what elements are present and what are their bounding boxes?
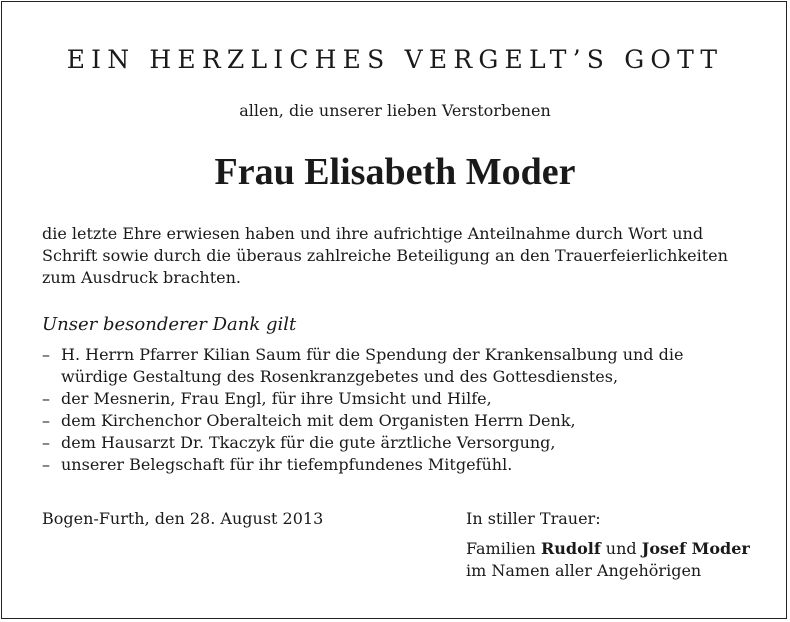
list-item xyxy=(42,344,748,388)
notice-headline: EIN HERZLICHES VERGELT’S GOTT xyxy=(66,45,724,74)
thanks-list xyxy=(42,344,748,476)
place-date: Bogen-Furth, den 28. August 2013 xyxy=(42,509,324,528)
signature-block xyxy=(466,508,750,582)
list-item xyxy=(42,388,748,410)
list-item xyxy=(42,410,748,432)
intro-line: zum Ausdruck brachten. xyxy=(42,268,241,287)
notice-subline: allen, die unserer lieben Verstorbenen xyxy=(239,101,551,120)
intro-paragraph xyxy=(42,223,748,289)
list-item-text: – der Mesnerin, Frau Engl, für ihre Umsicht und Hilfe, xyxy=(61,389,492,408)
deceased-name: Frau Elisabeth Moder xyxy=(214,151,576,193)
families-line xyxy=(466,538,750,560)
list-item-text: – unserer Belegschaft für ihr tiefempfundenes Mitgefühl. xyxy=(61,455,513,474)
list-item-text: würdige Gestaltung des Rosenkranzgebetes und des Gottesdienstes, xyxy=(61,367,619,386)
list-item-text: – dem Hausarzt Dr. Tkaczyk für die gute ärztliche Versorgung, xyxy=(61,433,556,452)
list-item xyxy=(42,454,748,476)
family-name-josef-moder: Josef Moder xyxy=(641,539,750,558)
family-name-rudolf: Rudolf xyxy=(540,539,601,558)
intro-line: Schrift sowie durch die überaus zahlreiche Beteiligung an den Trauerfeierlichkeiten xyxy=(42,246,728,265)
list-item xyxy=(42,432,748,454)
thanks-heading: Unser besonderer Dank gilt xyxy=(42,314,297,335)
mourning-line: In stiller Trauer: xyxy=(466,509,601,528)
list-item-text: – H. Herrn Pfarrer Kilian Saum für die Spendung der Krankensalbung und die xyxy=(61,345,684,364)
relatives-line: im Namen aller Angehörigen xyxy=(466,561,702,580)
list-item-text: – dem Kirchenchor Oberalteich mit dem Organisten Herrn Denk, xyxy=(61,411,576,430)
intro-line: die letzte Ehre erwiesen haben und ihre aufrichtige Anteilnahme durch Wort und xyxy=(42,224,704,243)
families-conjunction: und xyxy=(605,539,637,558)
families-prefix: Familien xyxy=(466,539,536,558)
